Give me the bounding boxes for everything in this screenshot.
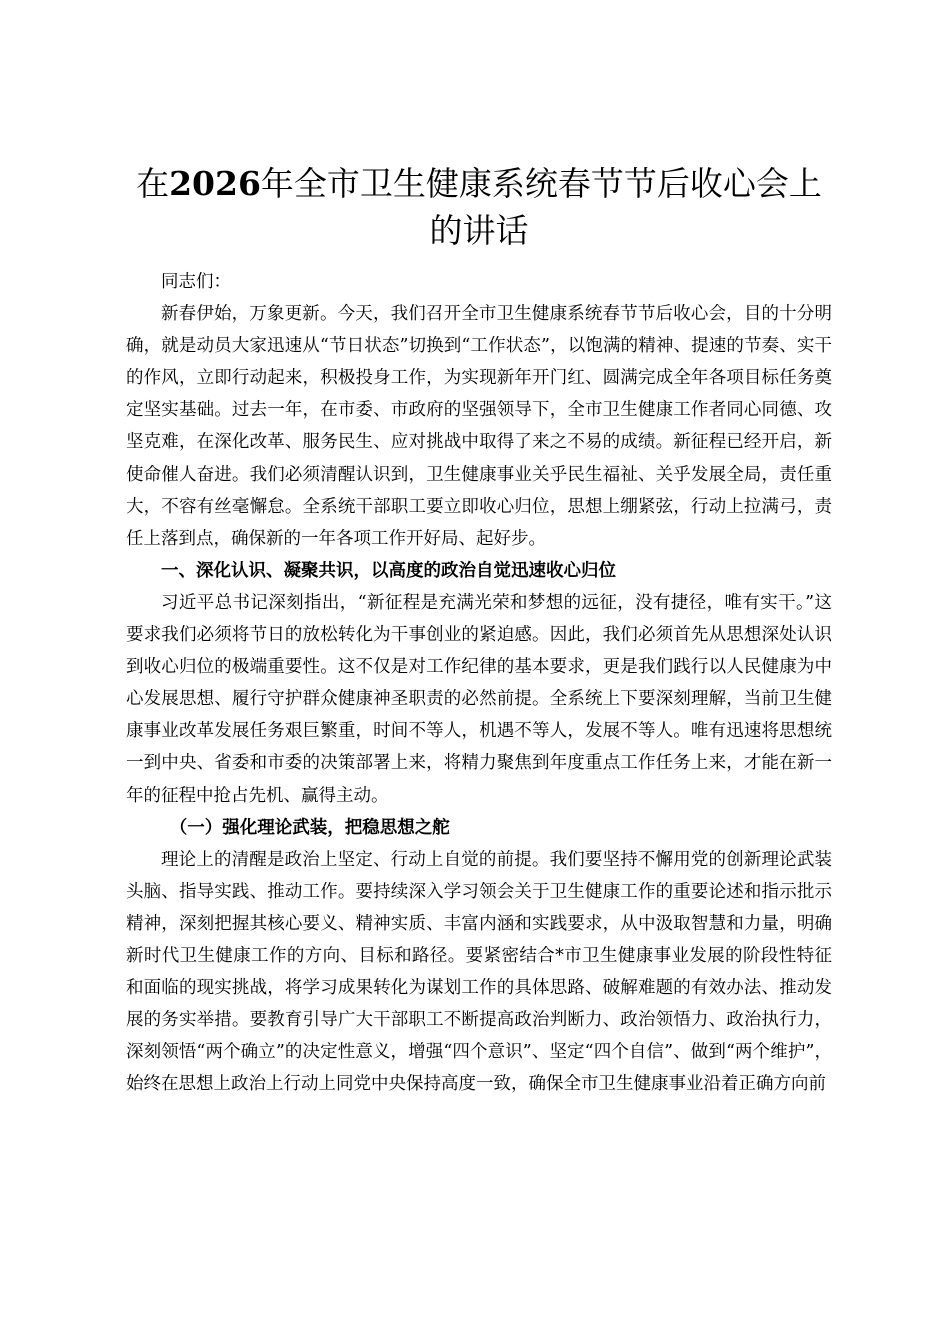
subsection-1-paragraph: 理论上的清醒是政治上坚定、行动上自觉的前提。我们要坚持不懈用党的创新理论武装头脑、指导实践、推动工作。要持续深入学习领会关于卫生健康工作的重要论述和指示批示精神，深刻把握其核心要义、精神实质、丰富内涵和实践要求，从中汲取智慧和力量，明确新时代卫生健康工作的方向、目标和路径。要紧密结合*市卫生健康事业发展的阶段性特征和面临的现实挑战，将学习成果转化为谋划工作的具体思路、破解难题的有效办法、推动发展的务实举措。要教育引导广大干部职工不断提高政治判断力、政治领悟力、政治执行力，深刻领悟“两个确立”的决定性意义，增强“四个意识”、坚定“四个自信”、做到“两个维护”，始终在思想上政治上行动上同党中央保持高度一致，确保全市卫生健康事业沿着正确方向前 <box>126 849 832 1095</box>
title-suffix: 年全市卫生健康系统春节节后收心会上的讲话 <box>260 164 822 250</box>
subsection-1-heading: （一）强化理论武装，把稳思想之舵 <box>169 817 450 838</box>
title-prefix: 在 <box>136 164 170 203</box>
salutation: 同志们： <box>161 272 231 292</box>
section-1-paragraph: 习近平总书记深刻指出，“新征程是充满光荣和梦想的远征，没有捷径，唯有实干。”这要求我们必须将节日的放松转化为干事创业的紧迫感。因此，我们必须首先从思想深处认识到收心归位的极端重要性。这不仅是对工作纪律的基本要求，更是我们践行以人民健康为中心发展思想、履行守护群众健康神圣职责的必然前提。全系统上下要深刻理解，当前卫生健康事业改革发展任务艰巨繁重，时间不等人，机遇不等人，发展不等人。唯有迅速将思想统一到中央、省委和市委的决策部署上来，将精力聚焦到年度重点工作任务上来，才能在新一年的征程中抢占先机、赢得主动。 <box>126 592 832 806</box>
title-year: 2026 <box>169 164 261 203</box>
document-title <box>126 160 832 254</box>
section-1-heading: 一、深化认识、凝聚共识，以高度的政治自觉迅速收心归位 <box>161 560 616 581</box>
intro-paragraph: 新春伊始，万象更新。今天，我们召开全市卫生健康系统春节节后收心会，目的十分明确，就是动员大家迅速从“节日状态”切换到“工作状态”，以饱满的精神、提速的节奏、实干的作风，立即行动起来，积极投身工作，为实现新年开门红、圆满完成全年各项目标任务奠定坚实基础。过去一年，在市委、市政府的坚强领导下，全市卫生健康工作者同心同德、攻坚克难，在深化改革、服务民生、应对挑战中取得了来之不易的成绩。新征程已经开启，新使命催人奋进。我们必须清醒认识到，卫生健康事业关乎民生福祉、关乎发展全局，责任重大，不容有丝毫懈怠。全系统干部职工要立即收心归位，思想上绷紧弦，行动上拉满弓，责任上落到点，确保新的一年各项工作开好局、起好步。 <box>126 304 832 549</box>
